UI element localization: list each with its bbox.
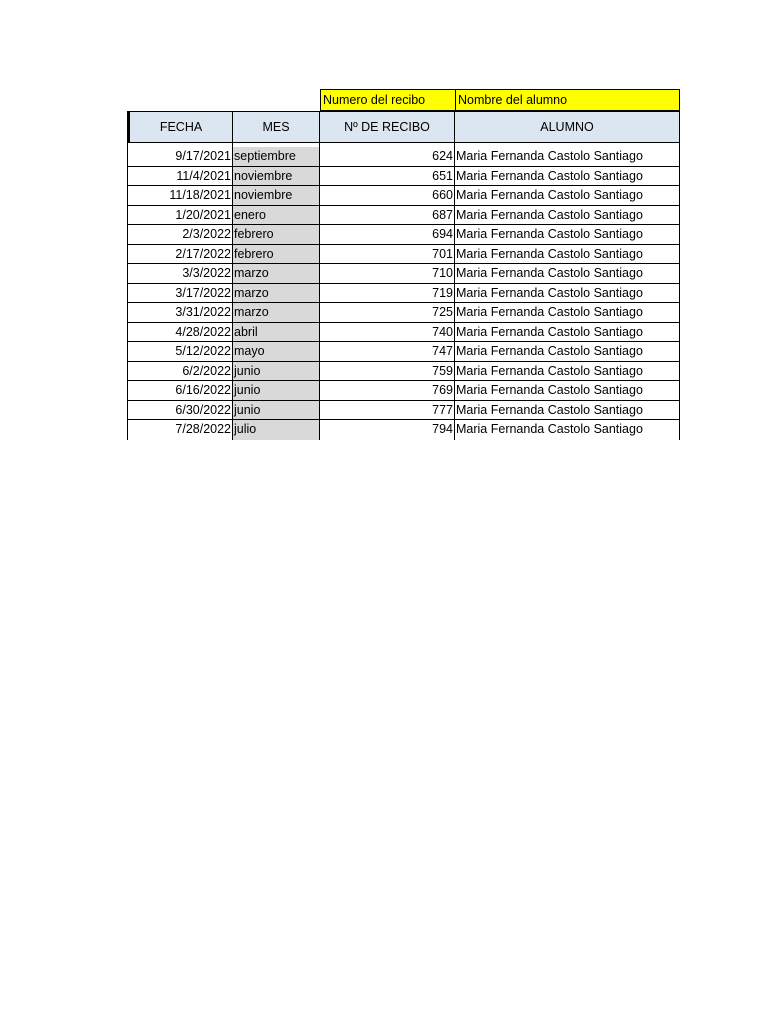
mes-cell: febrero <box>233 245 320 265</box>
alumno-cell: Maria Fernanda Castolo Santiago <box>455 303 680 323</box>
fecha-cell: 9/17/2021 <box>127 147 233 167</box>
recibo-cell: 769 <box>320 381 455 401</box>
recibo-cell: 651 <box>320 167 455 187</box>
mes-cell: marzo <box>233 264 320 284</box>
table-row <box>127 303 680 323</box>
recibo-cell: 747 <box>320 342 455 362</box>
column-header-fecha: FECHA <box>127 111 233 143</box>
legend-student-label: Nombre del alumno <box>455 89 680 111</box>
alumno-cell: Maria Fernanda Castolo Santiago <box>455 147 680 167</box>
fecha-cell: 11/18/2021 <box>127 186 233 206</box>
fecha-cell: 6/30/2022 <box>127 401 233 421</box>
fecha-cell: 3/17/2022 <box>127 284 233 304</box>
recibo-cell: 710 <box>320 264 455 284</box>
fecha-cell: 6/16/2022 <box>127 381 233 401</box>
recibo-cell: 777 <box>320 401 455 421</box>
table-row <box>127 225 680 245</box>
fecha-cell: 11/4/2021 <box>127 167 233 187</box>
column-header-recibo: Nº DE RECIBO <box>320 111 455 143</box>
legend-empty-cell <box>127 89 233 111</box>
recibo-cell: 794 <box>320 420 455 440</box>
alumno-cell: Maria Fernanda Castolo Santiago <box>455 401 680 421</box>
column-header-alumno: ALUMNO <box>455 111 680 143</box>
table-row <box>127 420 680 440</box>
table-row <box>127 401 680 421</box>
column-header-mes: MES <box>233 111 320 143</box>
legend-row <box>127 89 680 111</box>
mes-cell: junio <box>233 362 320 382</box>
table-row <box>127 342 680 362</box>
mes-cell: febrero <box>233 225 320 245</box>
alumno-cell: Maria Fernanda Castolo Santiago <box>455 167 680 187</box>
alumno-cell: Maria Fernanda Castolo Santiago <box>455 284 680 304</box>
header-row <box>127 111 680 143</box>
recibo-cell: 687 <box>320 206 455 226</box>
alumno-cell: Maria Fernanda Castolo Santiago <box>455 362 680 382</box>
alumno-cell: Maria Fernanda Castolo Santiago <box>455 245 680 265</box>
recibo-cell: 701 <box>320 245 455 265</box>
fecha-cell: 7/28/2022 <box>127 420 233 440</box>
table-row <box>127 362 680 382</box>
recibo-cell: 759 <box>320 362 455 382</box>
table-row <box>127 264 680 284</box>
recibo-cell: 719 <box>320 284 455 304</box>
alumno-cell: Maria Fernanda Castolo Santiago <box>455 420 680 440</box>
fecha-cell: 2/3/2022 <box>127 225 233 245</box>
alumno-cell: Maria Fernanda Castolo Santiago <box>455 381 680 401</box>
fecha-cell: 4/28/2022 <box>127 323 233 343</box>
recibo-cell: 694 <box>320 225 455 245</box>
alumno-cell: Maria Fernanda Castolo Santiago <box>455 264 680 284</box>
table-row <box>127 206 680 226</box>
mes-cell: mayo <box>233 342 320 362</box>
table-row <box>127 147 680 167</box>
mes-cell: enero <box>233 206 320 226</box>
mes-cell: marzo <box>233 284 320 304</box>
alumno-cell: Maria Fernanda Castolo Santiago <box>455 342 680 362</box>
alumno-cell: Maria Fernanda Castolo Santiago <box>455 206 680 226</box>
fecha-cell: 5/12/2022 <box>127 342 233 362</box>
alumno-cell: Maria Fernanda Castolo Santiago <box>455 225 680 245</box>
table-body <box>127 147 680 440</box>
table-row <box>127 186 680 206</box>
table-row <box>127 284 680 304</box>
recibo-cell: 725 <box>320 303 455 323</box>
mes-cell: marzo <box>233 303 320 323</box>
recibo-cell: 660 <box>320 186 455 206</box>
mes-cell: julio <box>233 420 320 440</box>
mes-cell: noviembre <box>233 186 320 206</box>
table-row <box>127 245 680 265</box>
recibo-cell: 740 <box>320 323 455 343</box>
alumno-cell: Maria Fernanda Castolo Santiago <box>455 186 680 206</box>
mes-cell: junio <box>233 381 320 401</box>
fecha-cell: 2/17/2022 <box>127 245 233 265</box>
mes-cell: noviembre <box>233 167 320 187</box>
mes-cell: abril <box>233 323 320 343</box>
table-row <box>127 381 680 401</box>
table-row <box>127 323 680 343</box>
fecha-cell: 3/3/2022 <box>127 264 233 284</box>
table-row <box>127 167 680 187</box>
fecha-cell: 3/31/2022 <box>127 303 233 323</box>
alumno-cell: Maria Fernanda Castolo Santiago <box>455 323 680 343</box>
mes-cell: septiembre <box>233 147 320 167</box>
fecha-cell: 1/20/2021 <box>127 206 233 226</box>
recibo-cell: 624 <box>320 147 455 167</box>
legend-empty-cell <box>233 89 320 111</box>
mes-cell: junio <box>233 401 320 421</box>
fecha-cell: 6/2/2022 <box>127 362 233 382</box>
legend-receipt-label: Numero del recibo <box>320 89 455 111</box>
receipts-table <box>127 89 680 440</box>
